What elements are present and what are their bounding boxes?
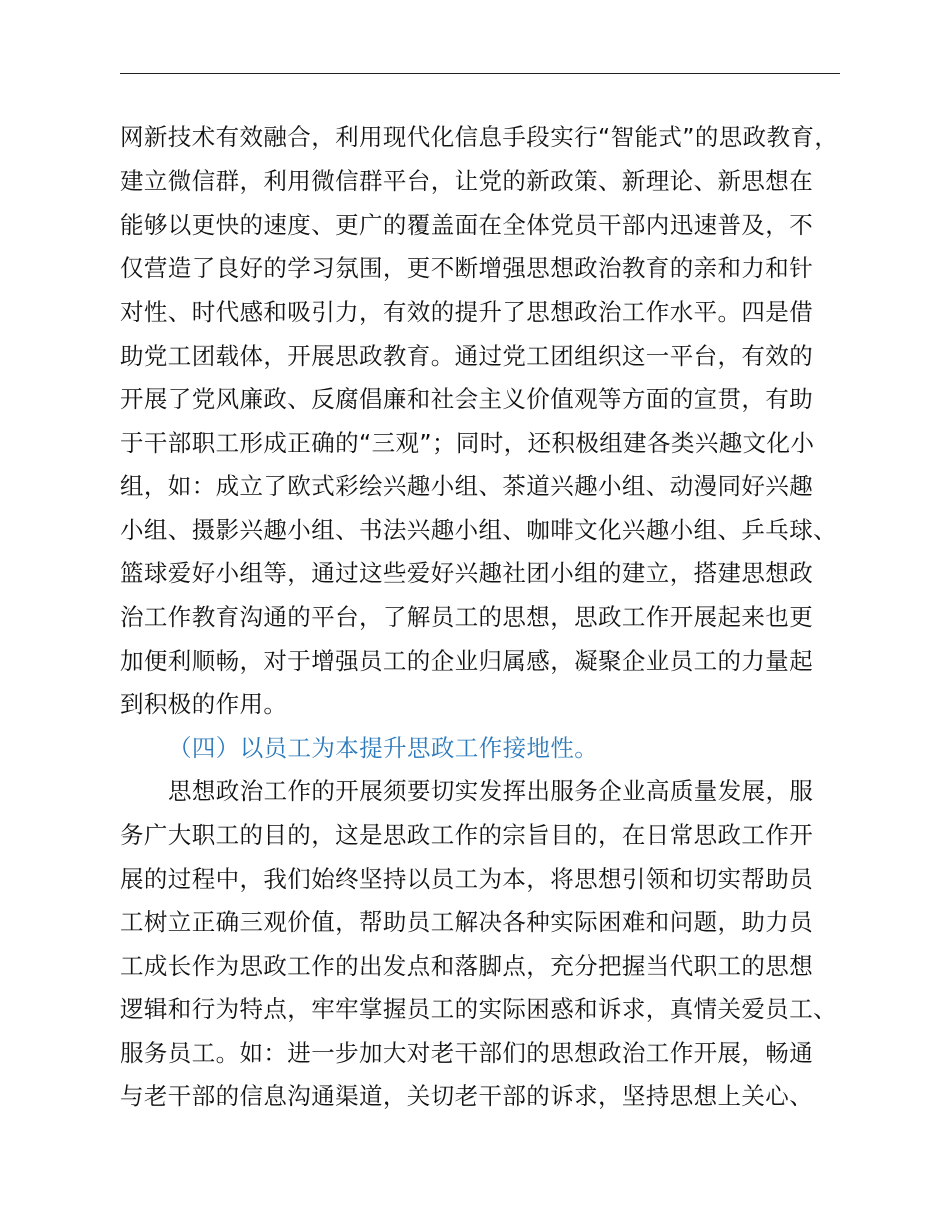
body-line: 工树立正确三观价值，帮助员工解决各种实际困难和问题，助力员 — [120, 908, 814, 936]
body-line: 篮球爱好小组等，通过这些爱好兴趣社团小组的建立，搭建思想政 — [120, 559, 814, 587]
body-line: 于干部职工形成正确的“三观”；同时，还积极组建各类兴趣文化小 — [120, 429, 815, 457]
body-line: 开展了党风廉政、反腐倡廉和社会主义价值观等方面的宣贯，有助 — [120, 385, 814, 413]
header-rule — [120, 73, 840, 74]
body-line: 工成长作为思政工作的出发点和落脚点，充分把握当代职工的思想 — [120, 952, 814, 980]
section-heading: （四）以员工为本提升思政工作接地性。 — [168, 734, 599, 762]
body-line: 治工作教育沟通的平台，了解员工的思想，思政工作开展起来也更 — [120, 603, 814, 631]
body-line: 小组、摄影兴趣小组、书法兴趣小组、咖啡文化兴趣小组、乒乓球、 — [120, 516, 837, 544]
body-line: 服务员工。如：进一步加大对老干部们的思想政治工作开展，畅通 — [120, 1039, 814, 1067]
body-line: 逻辑和行为特点，牢牢掌握员工的实际困惑和诉求，真情关爱员工、 — [120, 995, 837, 1023]
body-line: 加便利顺畅，对于增强员工的企业归属感，凝聚企业员工的力量起 — [120, 647, 814, 675]
body-line: 助党工团载体，开展思政教育。通过党工团组织这一平台，有效的 — [120, 342, 814, 370]
body-line: 网新技术有效融合，利用现代化信息手段实行“智能式”的思政教育， — [120, 123, 839, 151]
body-line: 到积极的作用。 — [120, 690, 288, 718]
body-line: 建立微信群，利用微信群平台，让党的新政策、新理论、新思想在 — [120, 167, 814, 195]
body-line: 组，如：成立了欧式彩绘兴趣小组、茶道兴趣小组、动漫同好兴趣 — [120, 472, 814, 500]
body-line: 对性、时代感和吸引力，有效的提升了思想政治工作水平。四是借 — [120, 298, 814, 326]
body-line: 展的过程中，我们始终坚持以员工为本，将思想引领和切实帮助员 — [120, 865, 814, 893]
body-line: 务广大职工的目的，这是思政工作的宗旨目的，在日常思政工作开 — [120, 821, 814, 849]
body-line: 能够以更快的速度、更广的覆盖面在全体党员干部内迅速普及，不 — [120, 211, 814, 239]
body-line: 仅营造了良好的学习氛围，更不断增强思想政治教育的亲和力和针 — [120, 254, 814, 282]
body-line: 思想政治工作的开展须要切实发挥出服务企业高质量发展，服 — [168, 777, 814, 805]
body-line: 与老干部的信息沟通渠道，关切老干部的诉求，坚持思想上关心、 — [120, 1082, 814, 1110]
